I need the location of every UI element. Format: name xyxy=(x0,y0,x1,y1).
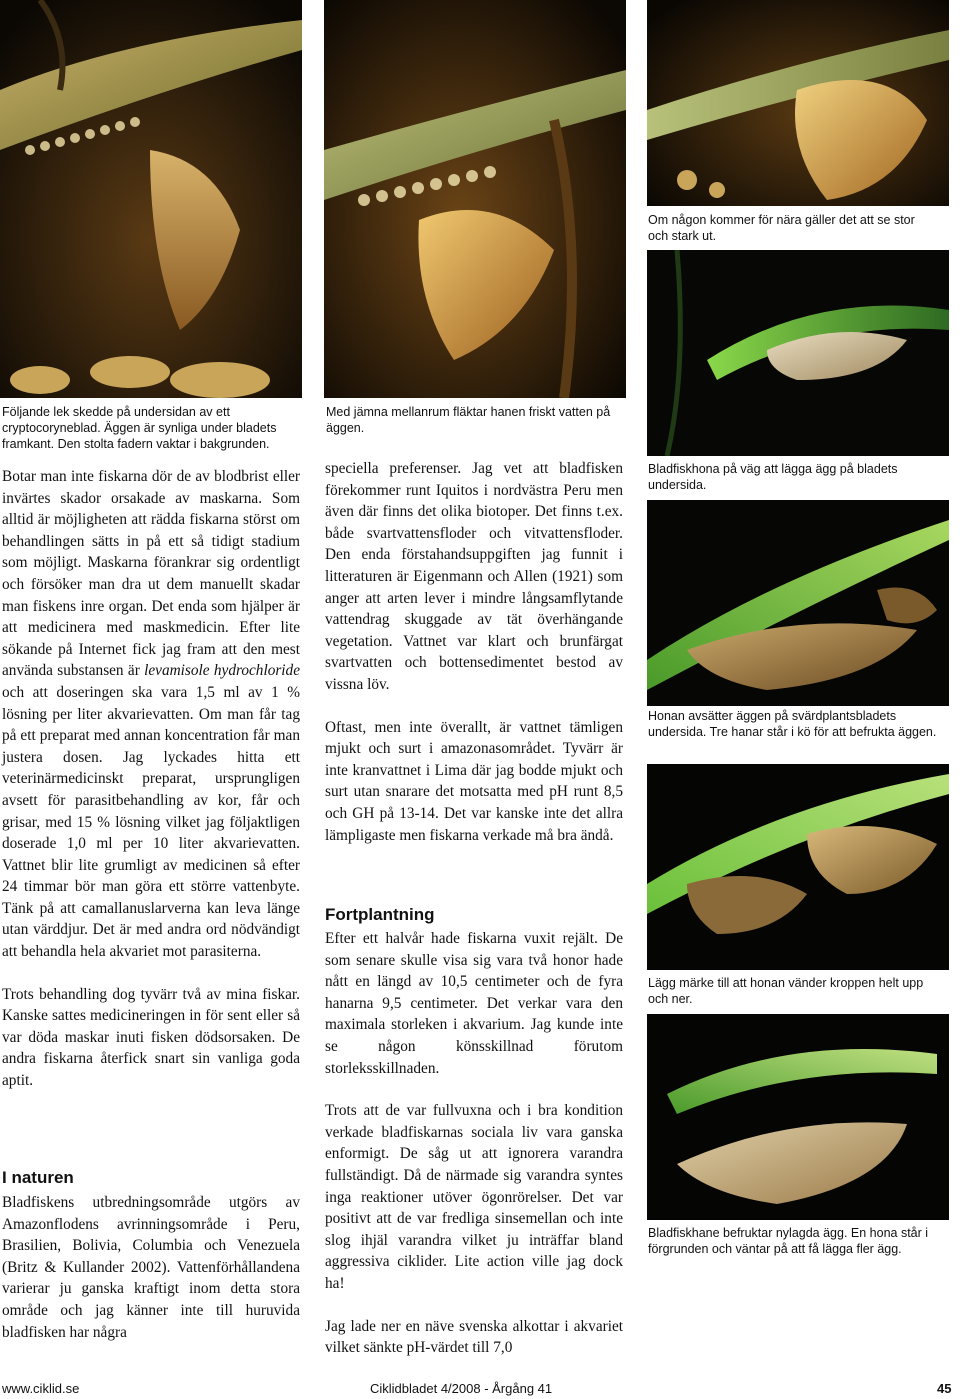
caption-photo-6: Lägg märke till att honan vänder kroppen helt upp och ner. xyxy=(648,976,924,1006)
photo-male-fanning-eggs xyxy=(324,0,626,398)
heading-fortplantning: Fortplantning xyxy=(325,905,435,924)
photo-male-fertilizing xyxy=(647,1014,949,1220)
col2-paragraph-1: speciella preferenser. Jag vet att bladfisken förekommer runt Iquitos i nordvästra Peru men även där finns det olika biotoper. Det finns t.ex. både svartvattensfloder och vitvattensfloder. Den enda förstahandsuppgiften jag funnit i litteraturen är Eigenmann och Allen (1921) som anger att arten lever i mindre långsamflytande vattendrag skuggade av tät överhängande vegetation. Vattnet var klart och brunfärgat svartvatten och bottensedimentet bestod av vissna löv. xyxy=(325,460,623,693)
col2-paragraph-2: Oftast, men inte överallt, är vattnet tämligen mjukt och surt i amazonasområdet. Tyvärr är inte kranvattnet i Lima där jag bodde mjukt och surt utan snarare det motsatta med pH runt 8,5 och GH på 13-14. Det var kanske inte det allra lämpligaste men fiskarna verkade må bra ändå. xyxy=(325,718,623,844)
photo-cryptocoryne-eggs xyxy=(0,0,302,398)
column-1-text xyxy=(2,466,300,1092)
col2-paragraph-4: Trots att de var fullvuxna och i bra kondition verkade bladfiskarnas sociala liv vara ganska enformigt. De såg ut att ignorera varandra fullständigt. Då de närmade sig varandra syntes inga reaktioner utöver ögonrörelser. Det var positivt att de var fredliga sinsemellan och inte slog ihjäl varandra vilket ju inträffar bland aggressiva ciklider. Lite action ville jag dock ha! xyxy=(325,1102,623,1292)
column-2-text-lower xyxy=(325,928,623,1359)
heading-i-naturen: I naturen xyxy=(2,1168,74,1187)
caption-photo-4: Bladfiskhona på väg att lägga ägg på bladets undersida. xyxy=(648,462,898,492)
photo-male-display xyxy=(647,0,949,206)
col2-paragraph-3: Efter ett halvår hade fiskarna vuxit rejält. De som senare skulle visa sig vara två honor hade nått en längd av 10,5 centimeter och de fyra hanarna 9,5 centimeter. Det verkar vara den maximala storleken i akvarium. Jag kunde inte se någon könsskillnad förutom storleksskillnaden. xyxy=(325,930,623,1077)
caption-photo-5: Honan avsätter äggen på svärdplantsbladets undersida. Tre hanar står i kö för att befrukta äggen. xyxy=(648,709,937,739)
substance-name: levamisole hydrochloride xyxy=(144,662,300,680)
photo-female-upside-down xyxy=(647,764,949,970)
caption-photo-2: Med jämna mellanrum fläktar hanen friskt vatten på äggen. xyxy=(326,405,611,435)
column-2-text xyxy=(325,458,623,846)
col2-paragraph-5: Jag lade ner en näve svenska alkottar i akvariet vilket sänkte pH-värdet till 7,0 xyxy=(325,1317,623,1357)
photo-female-approach xyxy=(647,250,949,456)
footer-issue: Ciklidbladet 4/2008 - Årgång 41 xyxy=(370,1381,553,1396)
caption-photo-1: Följande lek skedde på undersidan av ett cryptocoryneblad. Äggen är synliga under bladets framkant. Den stolta fadern vaktar i bakgrunden. xyxy=(2,405,277,451)
caption-photo-3: Om någon kommer för nära gäller det att se stor och stark ut. xyxy=(648,213,915,243)
col1-paragraph-1: Botar man inte fiskarna dör de av blodbrist eller invärtes skador orsakade av maskarna. Som alltid är möjligheten att rädda fiskarna störst om behandlingen sätts in på ett så tidigt stadium som möjligt. Maskarna förankrar sig ordentligt och försöker man dra ut dem manuellt skadar man fiskens inre organ. Det enda som hjälper är att medicinera med maskmedicin. Efter lite sökande på Internet fick jag fram att den mest använda substansen är levamisole hydrochloride och att doseringen ska vara 1,5 ml av 1 % lösning per liter akvarievatten. Om man får tag på ett preparat med annan koncentration får man justera dosen. Jag lyckades hitta ett veterinärmedicinskt preparat, ursprungligen avsett för parasitbehandling av kor, får och grisar, med 15 % lösning vilket jag följaktligen doserade 1,0 ml per 10 liter akvarievatten. Vattnet blir lite grumligt av medicinen så efter 24 timmar bör man göra ett större vattenbyte. Tänk på att camallanuslarverna kan leva länge utan värddjur. Det är med andra ord nödvändigt att behandla hela akvariet mot parasiterna. xyxy=(2,468,300,961)
caption-photo-7: Bladfiskhane befruktar nylagda ägg. En hona står i förgrunden och väntar på att få lägga fler ägg. xyxy=(648,1226,929,1256)
col1-paragraph-2: Trots behandling dog tyvärr två av mina fiskar. Kanske sattes medicineringen in för sent eller så var döda maskar inuti fisken dödsorsaken. De andra fiskarna återfick snart sin vanliga goda aptit. xyxy=(2,985,300,1090)
footer-page-number: 45 xyxy=(937,1381,952,1396)
col1-paragraph-3: Bladfiskens utbredningsområde utgörs av Amazonflodens avrinningsområde i Peru, Brasilien, Bolivia, Columbia och Venezuela (Britz & Kullander 2002). Vattenförhållandena varierar ju ganska kraftigt inom detta stora område och jag känner inte till huruvida bladfisken har några xyxy=(2,1194,300,1341)
photo-female-laying xyxy=(647,500,949,706)
footer-website: www.ciklid.se xyxy=(2,1381,80,1396)
